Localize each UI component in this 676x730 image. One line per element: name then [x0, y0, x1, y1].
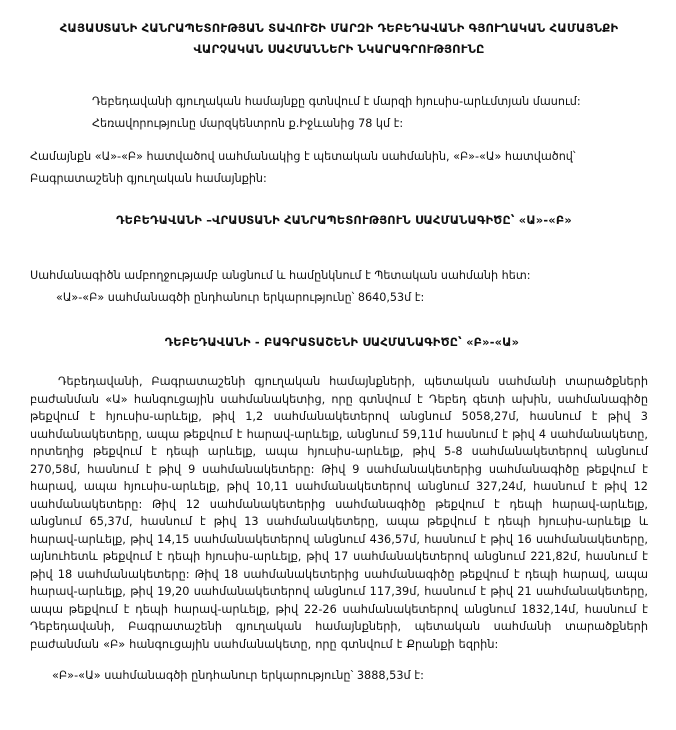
adjacency-line-2: Բագրատաշենի գյուղական համայնքին:: [30, 172, 267, 186]
intro-distance-text: Հեռավորությունը մարզկենտրոն ք.Իջևանից 78 կմ է:: [92, 117, 404, 131]
section-ba-description: Դեբեդավանի, Բագրատաշենի գյուղական համայնքների, պետական սահմանի տարածքների բաժանման «Ա» հանգուցային սահմանակետից, որը գտնվում է Դեբեդ գետի ախին, սահմանագիծը թեքվում է հյուսիս-արևելք, թիվ 1,2 սահմանակետերով անցնում 5058,27մ, հասնում է թիվ 3 սահմանակետերը, ապա թեքվում է հարավ-արևելք, անցնում 59,11մ հասնում է թիվ 4 սահմանակետը, որտեղից թեքվում է դեպի արևելք, ապա հյուսիս-արևելք, թիվ 5-8 սահմանակետերով անցնում 270,58մ, հասնում է թիվ 9 սահմանակետերը: Թիվ 9 սահմանակետերից սահմանագիծը թեքվում է հարավ, ապա հյուսիս-արևելք, թիվ 10,11 սահմանակետերով անցնում 327,24մ, հասնում է թիվ 12 սահմանակետերը: Թիվ 12 սահմանակետերից սահմանագիծը թեքվում է դեպի հարավ-արևելք, անցնում 65,37մ, հասնում է թիվ 13 սահմանակետերը, ապա թեքվում է դեպի հյուսիս-արևելք և հարավ-արևելք, թիվ 14,15 սահմանակետերով անցնում 436,57մ, հասնում է թիվ 16 սահմանակետերը, այնուհետև թեքվում է դեպի հյուսիս-արևելք, թիվ 17 սահմանակետերով անցնում 221,82մ, հասնում է թիվ 18 սահմանակետերը: Թիվ 18 սահմանակետերից սահմանագիծը թեքվում է դեպի հարավ, ապա հարավ-արևելք, թիվ 19,20 սահմանակետերով անցնում 117,39մ, հասնում է թիվ 21 սահմանակետերը, ապա թեքվում է դեպի հարավ-արևելք, թիվ 22-26 սահմանակետերով անցնում 1832,14մ, հասնում է Դեբեդավանի, Բագրատաշենի գյուղական համայնքների, պետական սահմանի տարածքների բաժանման «Բ» հանգուցային սահմանակետը, որը գտնվում է Քրանքի եզրին:: [30, 375, 648, 651]
section-ba-body: [30, 373, 648, 653]
adjacency-section: [30, 146, 648, 191]
section-ba-footer: [30, 667, 648, 685]
section-ab-length: «Ա»-«Բ» սահմանագծի ընդհանուր երկարությունը՝ 8640,53մ է:: [56, 291, 425, 305]
section-heading-ba: ԴԵԲԵԴԱՎԱՆԻ - ԲԱԳՐԱՏԱՇԵՆԻ ՍԱՀՄԱՆԱԳԻԾԸ՝ «Բ»-«Ա»: [164, 335, 520, 350]
intro-section: [30, 91, 648, 136]
section-ba-length: «Բ»-«Ա» սահմանագծի ընդհանուր երկարությունը՝ 3888,53մ է:: [52, 669, 424, 683]
intro-location-text: Դեբեդավանի գյուղական համայնքը գտնվում է մարզի հյուսիս-արևմտյան մասում:: [92, 94, 581, 108]
section-ab-body: [30, 265, 648, 311]
adjacency-line-1: Համայնքն «Ա»-«Բ» հատվածով սահմանակից է պետական սահմանին, «Բ»-«Ա» հատվածով՝: [30, 149, 576, 163]
page-title-line-1: ՀԱՅԱՍՏԱՆԻ ՀԱՆՐԱՊԵՏՈՒԹՅԱՆ ՏԱՎՈՒՇԻ ՄԱՐԶԻ ԴԵԲԵԴԱՎԱՆԻ ԳՅՈՒՂԱԿԱՆ ՀԱՄԱՅՆՔԻ: [59, 21, 619, 35]
section-ab-paragraph-1: Սահմանագիծն ամբողջությամբ անցնում և համընկնում է Պետական սահմանի հետ:: [30, 268, 531, 282]
page-title-line-2: ՎԱՐՉԱԿԱՆ ՍԱՀՄԱՆՆԵՐԻ ՆԿԱՐԱԳՐՈՒԹՅՈՒՆԸ: [193, 42, 485, 57]
section-heading-ab: ԴԵԲԵԴԱՎԱՆԻ –ՎՐԱՍՏԱՆԻ ՀԱՆՐԱՊԵՏՈՒԹՅՈՒՆ ՍԱՀՄԱՆԱԳԻԾԸ՝ «Ա»-«Բ»: [116, 212, 572, 227]
page-title: [30, 18, 648, 61]
